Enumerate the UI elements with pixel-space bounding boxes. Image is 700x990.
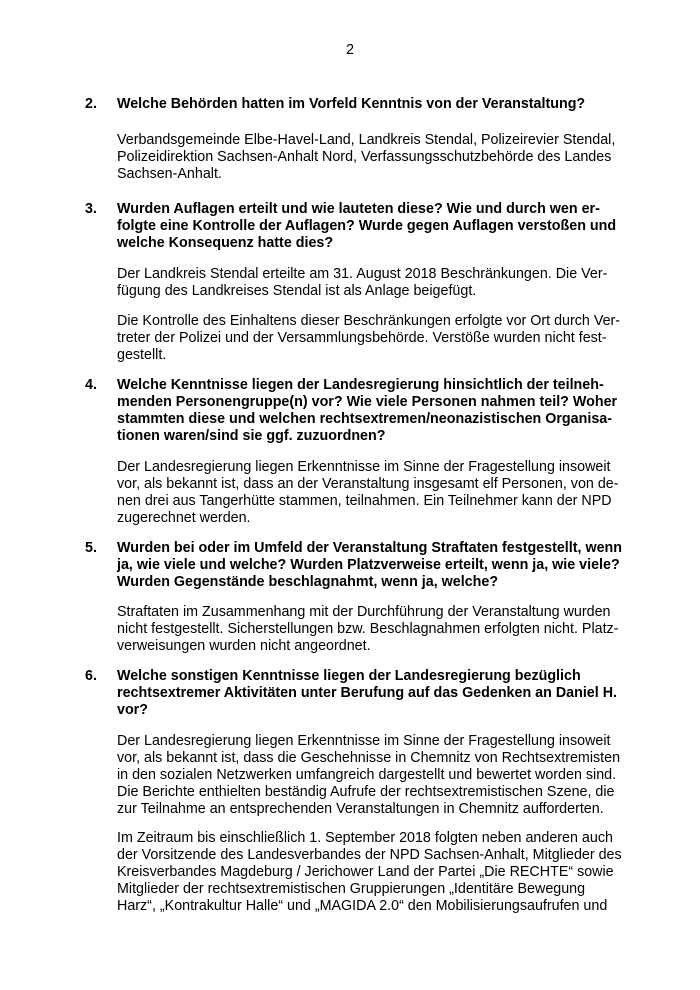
question-line: Welche Kenntnisse liegen der Landesregierung hinsichtlich der teilneh-	[117, 377, 604, 393]
question-line: tionen waren/sind sie ggf. zuzuordnen?	[117, 428, 386, 444]
question-line: Welche sonstigen Kenntnisse liegen der Landesregierung bezüglich	[117, 668, 581, 684]
answer-line: Kreisverbandes Magdeburg / Jerichower Land der Partei „Die RECHTE“ sowie	[117, 864, 614, 880]
section-number: 5.	[85, 540, 97, 556]
question-line: Wurden Auflagen erteilt und wie lauteten diese? Wie und durch wen er-	[117, 201, 600, 217]
answer-line: gestellt.	[117, 347, 167, 363]
question-line: folgte eine Kontrolle der Auflagen? Wurde gegen Auflagen verstoßen und	[117, 218, 617, 234]
question-line: welche Konsequenz hatte dies?	[117, 235, 334, 251]
answer-line: zugerechnet werden.	[117, 510, 251, 526]
section-number: 2.	[85, 96, 97, 112]
answer-line: nicht festgestellt. Sicherstellungen bzw. Beschlagnahmen erfolgten nicht. Platz-	[117, 621, 619, 637]
answer-line: Der Landesregierung liegen Erkenntnisse im Sinne der Fragestellung insoweit	[117, 733, 611, 749]
answer-line: in den sozialen Netzwerken umfangreich dargestellt und bewertet worden sind.	[117, 767, 617, 783]
question-line: ja, wie viele und welche? Wurden Platzverweise erteilt, wenn ja, wie viele?	[117, 557, 620, 573]
answer-line: Harz“, „Kontrakultur Halle“ und „MAGIDA 2.0“ den Mobilisierungsaufrufen und	[117, 898, 608, 914]
answer-line: vor, als bekannt ist, dass die Geschehnisse in Chemnitz von Rechtsextremisten	[117, 750, 621, 766]
answer-line: Mitglieder der rechtsextremistischen Gruppierungen „Identitäre Bewegung	[117, 881, 586, 897]
section-number: 4.	[85, 377, 97, 393]
answer-line: zur Teilnahme an entsprechenden Veranstaltungen in Chemnitz aufforderten.	[117, 801, 604, 817]
answer-line: Sachsen-Anhalt.	[117, 166, 222, 182]
answer-line: Die Berichte enthielten beständig Aufrufe der rechtsextremistischen Szene, die	[117, 784, 615, 800]
question-line: Wurden bei oder im Umfeld der Veranstaltung Straftaten festgestellt, wenn	[117, 540, 622, 556]
section-number: 6.	[85, 668, 97, 684]
answer-line: Verbandsgemeinde Elbe-Havel-Land, Landkreis Stendal, Polizeirevier Stendal,	[117, 132, 616, 148]
question-line: stammten diese und welchen rechtsextremen/neonazistischen Organisa-	[117, 411, 612, 427]
answer-line: Straftaten im Zusammenhang mit der Durchführung der Veranstaltung wurden	[117, 604, 611, 620]
answer-line: Polizeidirektion Sachsen-Anhalt Nord, Verfassungsschutzbehörde des Landes	[117, 149, 612, 165]
answer-line: Im Zeitraum bis einschließlich 1. September 2018 folgten neben anderen auch	[117, 830, 613, 846]
question-line: Wurden Gegenstände beschlagnahmt, wenn ja, welche?	[117, 574, 499, 590]
page-number: 2	[345, 42, 355, 58]
answer-line: vor, als bekannt ist, dass an der Veranstaltung insgesamt elf Personen, von de-	[117, 476, 619, 492]
answer-line: nen drei aus Tangerhütte stammen, teilnahmen. Ein Teilnehmer kann der NPD	[117, 493, 612, 509]
question-line: vor?	[117, 702, 148, 718]
answer-line: verweisungen wurden nicht angeordnet.	[117, 638, 371, 654]
answer-line: der Vorsitzende des Landesverbandes der NPD Sachsen-Anhalt, Mitglieder des	[117, 847, 622, 863]
answer-line: fügung des Landkreises Stendal ist als Anlage beigefügt.	[117, 283, 477, 299]
answer-line: Die Kontrolle des Einhaltens dieser Beschränkungen erfolgte vor Ort durch Ver-	[117, 313, 621, 329]
question-line: rechtsextremer Aktivitäten unter Berufung auf das Gedenken an Daniel H.	[117, 685, 617, 701]
question-line: Welche Behörden hatten im Vorfeld Kenntnis von der Veranstaltung?	[117, 96, 586, 112]
answer-line: treter der Polizei und der Versammlungsbehörde. Verstöße wurden nicht fest-	[117, 330, 607, 346]
question-line: menden Personengruppe(n) vor? Wie viele Personen nahmen teil? Woher	[117, 394, 618, 410]
section-number: 3.	[85, 201, 97, 217]
answer-line: Der Landkreis Stendal erteilte am 31. August 2018 Beschränkungen. Die Ver-	[117, 266, 608, 282]
answer-line: Der Landesregierung liegen Erkenntnisse im Sinne der Fragestellung insoweit	[117, 459, 611, 475]
